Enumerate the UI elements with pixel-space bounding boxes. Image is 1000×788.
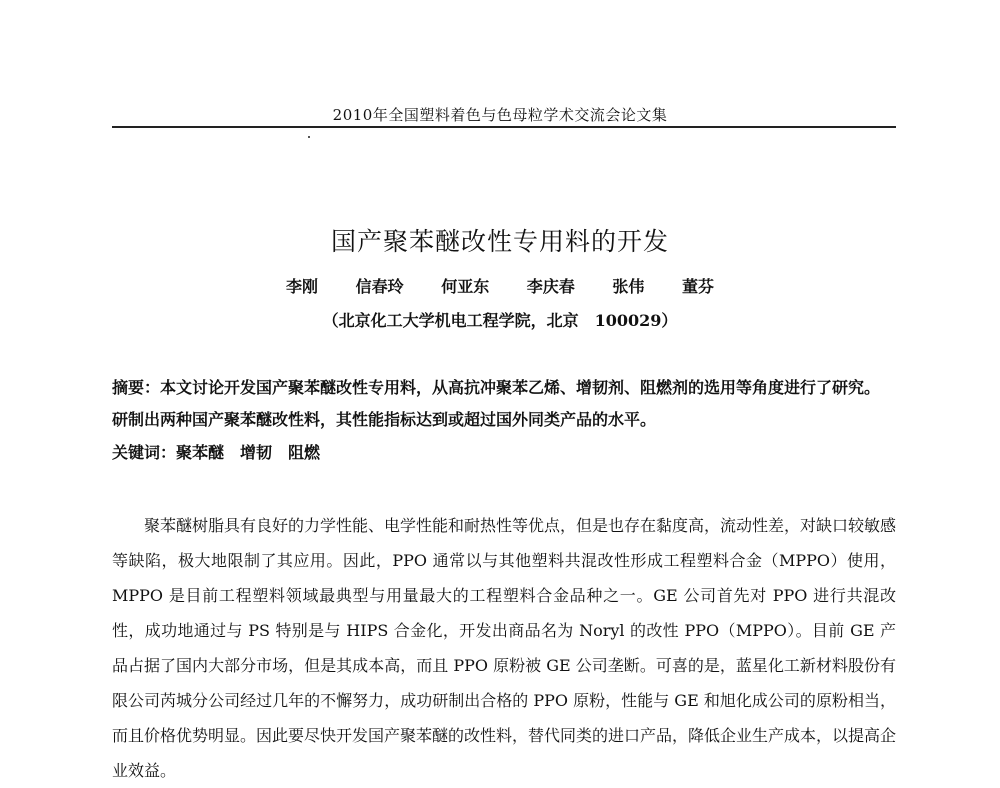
keyword: 阻燃: [288, 443, 321, 462]
keywords: [112, 437, 896, 469]
author-name: 何亚东: [441, 277, 490, 296]
author-name: 张伟: [612, 277, 645, 296]
abstract-label: 摘要：: [112, 378, 161, 397]
author-name: 董芬: [681, 277, 714, 296]
header-rule: [112, 126, 896, 128]
keyword: 增韧: [240, 443, 273, 462]
author-name: 李刚: [286, 277, 319, 296]
body-paragraph: 聚苯醚树脂具有良好的力学性能、电学性能和耐热性等优点，但是也存在黏度高，流动性差，对缺口较敏感等缺陷，极大地限制了其应用。因此，PPO 通常以与其他塑料共混改性形成工程塑料合金（MPPO）使用，MPPO 是目前工程塑料领域最典型与用量最大的工程塑料合金品种之一。GE 公司首先对 PPO 进行共混改性，成功地通过与 PS 特别是与 HIPS 合金化，开发出商品名为 Noryl 的改性 PPO（MPPO）。目前 GE 产品占据了国内大部分市场，但是其成本高，而且 PPO 原粉被 GE 公司垄断。可喜的是，蓝星化工新材料股份有限公司芮城分公司经过几年的不懈努力，成功研制出合格的 PPO 原粉，性能与 GE 和旭化成公司的原粉相当，而且价格优势明显。因此要尽快开发国产聚苯醚的改性料，替代同类的进口产品，降低企业生产成本，以提高企业效益。: [112, 516, 897, 780]
running-header: 2010年全国塑料着色与色母粒学术交流会论文集: [332, 106, 668, 124]
paper-title: 国产聚苯醚改性专用料的开发: [330, 227, 669, 256]
affiliation: （北京化工大学机电工程学院，北京 100029）: [322, 311, 678, 330]
author-name: 信春玲: [355, 277, 404, 296]
keywords-label: 关键词：: [112, 443, 177, 462]
author-name: 李庆春: [526, 277, 575, 296]
abstract: [112, 372, 896, 436]
abstract-text: 本文讨论开发国产聚苯醚改性专用料，从高抗冲聚苯乙烯、增韧剂、阻燃剂的选用等角度进行了研究。研制出两种国产聚苯醚改性料，其性能指标达到或超过国外同类产品的水平。: [112, 378, 881, 429]
keyword: 聚苯醚: [176, 443, 225, 462]
author-list: [0, 274, 1000, 297]
scan-speck: [308, 136, 310, 138]
